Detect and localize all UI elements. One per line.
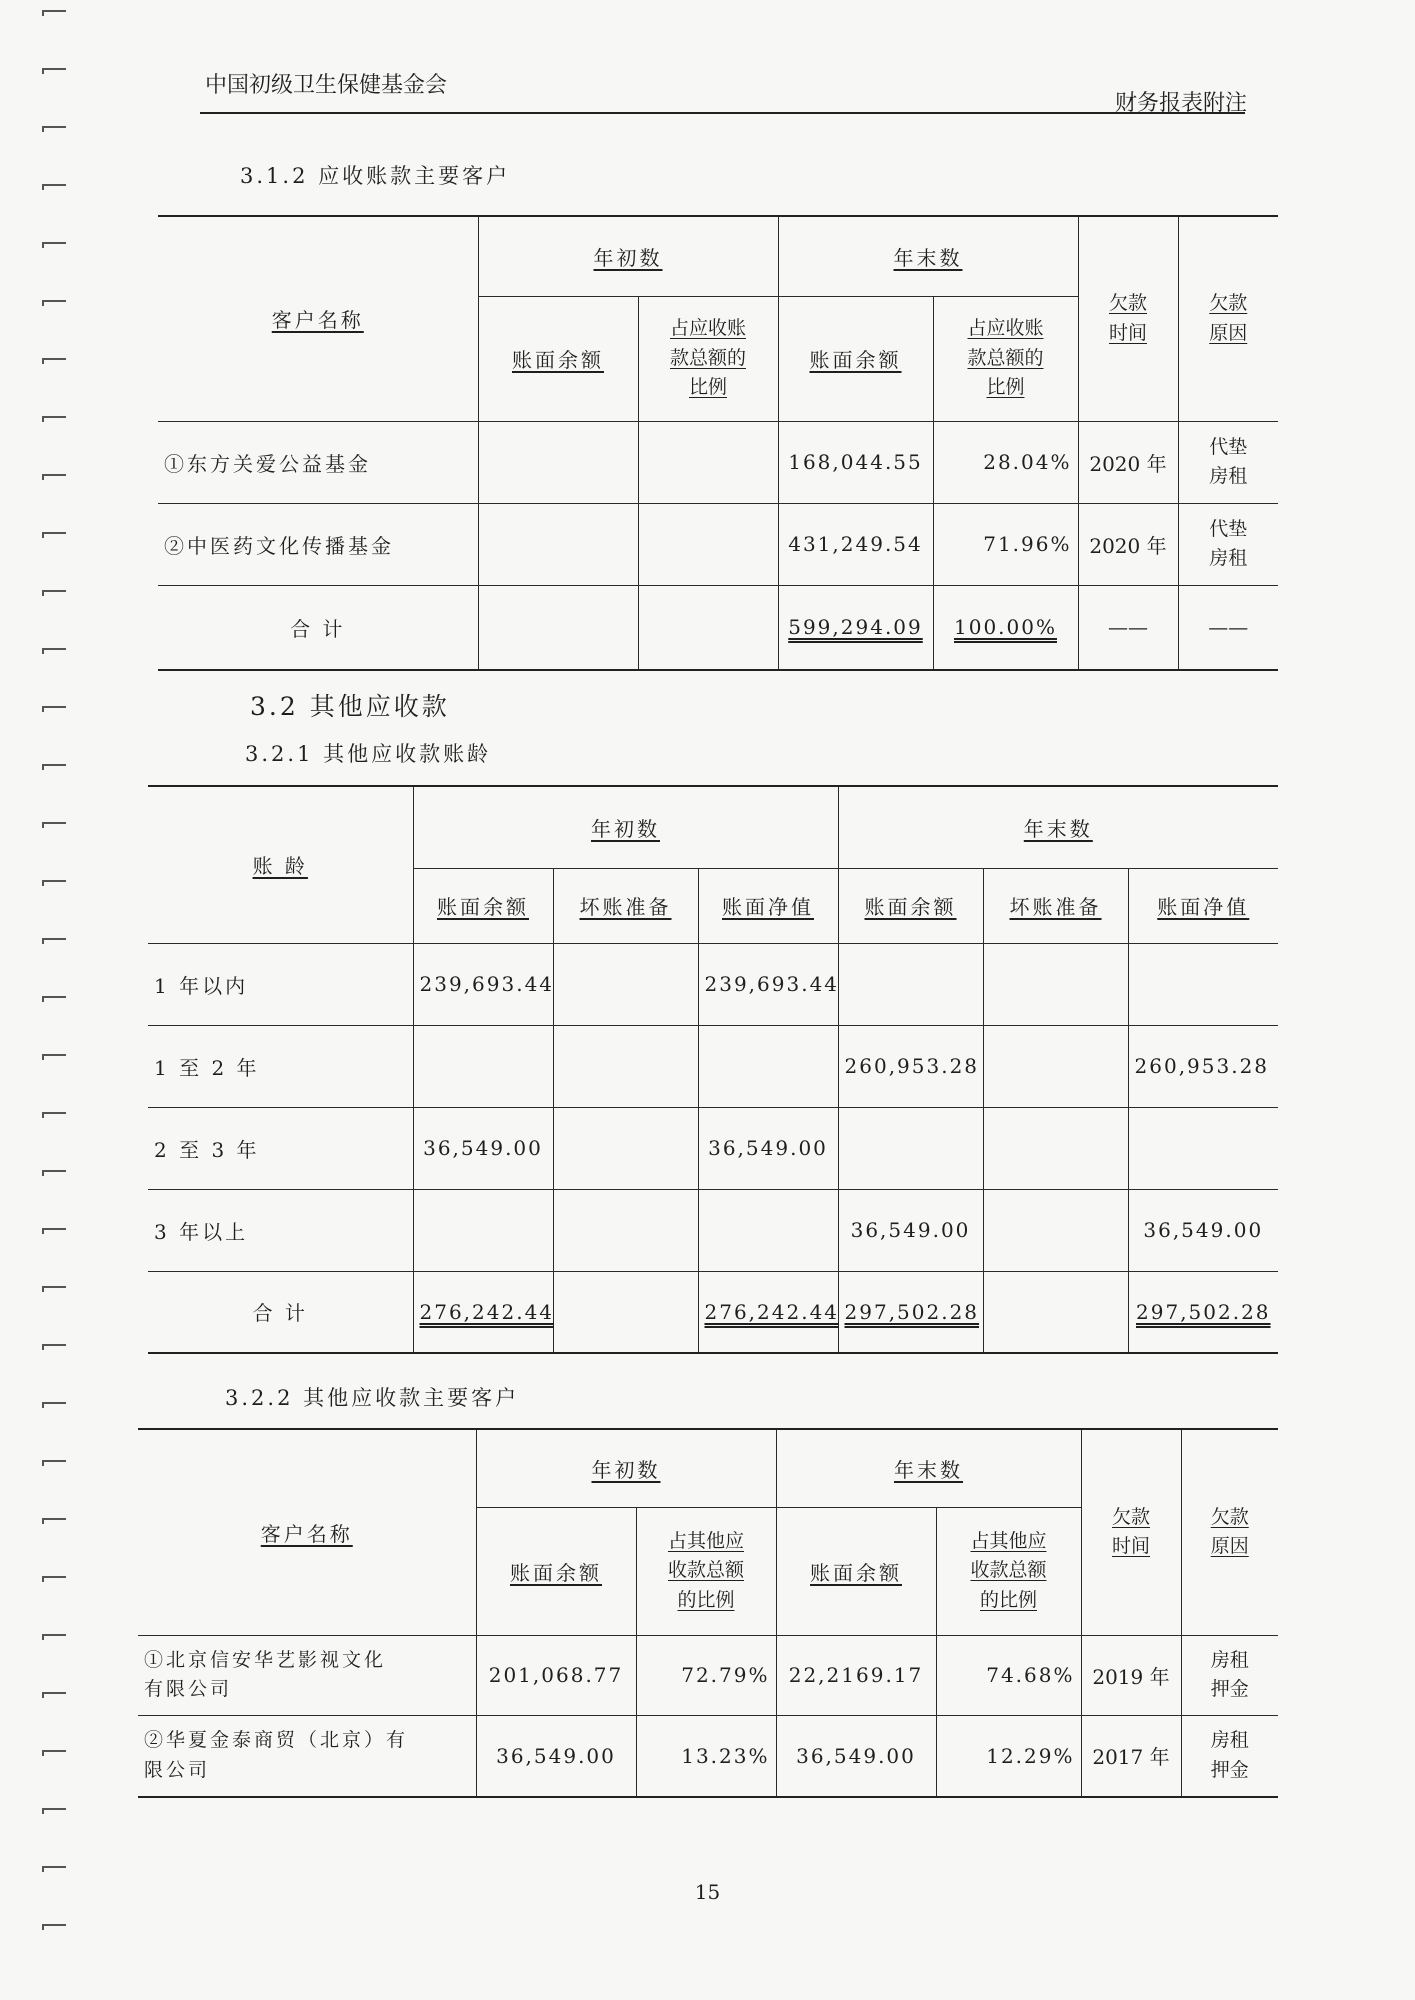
age-label: 2 至 3 年: [148, 1107, 413, 1189]
header-owe-time-2: 时间: [1108, 321, 1147, 344]
header-owe-time-1: 欠款: [1111, 1505, 1150, 1528]
header-age: 账 龄: [252, 854, 308, 879]
other-receivables-aging-table: [148, 785, 1278, 1354]
header-begin: 年初数: [593, 245, 663, 270]
header-owe-reason-2: 原因: [1210, 1535, 1249, 1558]
owe-reason-2: 押金: [1210, 1758, 1249, 1781]
header-end-net: 账面净值: [1157, 895, 1250, 919]
owe-reason-1: 房租: [1210, 1729, 1249, 1752]
begin-balance: [413, 1025, 553, 1107]
page-number: 15: [694, 1880, 721, 1904]
end-balance: 260,953.28: [838, 1025, 983, 1107]
begin-net: [698, 1189, 838, 1271]
total-end-balance: 599,294.09: [788, 615, 923, 640]
total-label: 合 计: [148, 1271, 413, 1353]
end-balance: [838, 1107, 983, 1189]
begin-balance: 201,068.77: [476, 1635, 636, 1715]
total-begin-balance: 276,242.44: [419, 1299, 555, 1324]
owe-reason-1: 代垫: [1209, 435, 1248, 458]
owe-reason-2: 房租: [1209, 465, 1248, 487]
header-begin-bad-debt: 坏账准备: [579, 895, 672, 919]
header-ratio-3: 比例: [688, 376, 727, 399]
begin-balance: [478, 421, 638, 503]
customer-name-2: 有限公司: [144, 1678, 233, 1700]
end-ratio: 74.68%: [936, 1635, 1081, 1715]
section-title-3-1-2: 3.1.2 应收账款主要客户: [240, 164, 511, 188]
header-end: 年末数: [894, 1457, 963, 1482]
total-owe-time: ——: [1078, 585, 1178, 670]
header-begin: 年初数: [591, 816, 660, 841]
header-begin-balance: 账面余额: [437, 895, 529, 919]
owe-reason-1: 代垫: [1209, 517, 1248, 540]
begin-balance: 36,549.00: [476, 1715, 636, 1797]
owe-reason-2: 房租: [1209, 547, 1248, 569]
end-balance: 431,249.54: [778, 503, 933, 585]
header-balance-end: 账面余额: [809, 348, 902, 372]
header-ratio-end-3: 比例: [986, 376, 1025, 399]
header-end-balance: 账面余额: [864, 895, 957, 919]
begin-ratio: [638, 421, 778, 503]
begin-bad-debt: [553, 943, 698, 1025]
begin-balance: [478, 503, 638, 585]
total-owe-reason: ——: [1178, 585, 1278, 670]
customer-name-1: ①北京信安华艺影视文化: [144, 1648, 387, 1671]
end-net: 260,953.28: [1128, 1025, 1278, 1107]
header-ratio-end-2: 收款总额: [970, 1559, 1047, 1582]
end-bad-debt: [983, 1107, 1128, 1189]
header-ratio-end-2: 款总额的: [967, 346, 1044, 369]
begin-net: 239,693.44: [698, 943, 838, 1025]
end-balance: [838, 943, 983, 1025]
table-row: [158, 421, 1278, 503]
table-row: [148, 1107, 1278, 1189]
header-begin: 年初数: [591, 1457, 661, 1482]
end-bad-debt: [983, 1189, 1128, 1271]
header-ratio-3: 的比例: [677, 1588, 735, 1611]
header-customer: 客户名称: [260, 1521, 353, 1546]
end-bad-debt: [983, 943, 1128, 1025]
header-ratio-1: 占其他应: [667, 1529, 744, 1552]
begin-bad-debt: [553, 1107, 698, 1189]
end-ratio: 71.96%: [933, 503, 1078, 585]
table-row: [148, 1189, 1278, 1271]
receivables-customers-table: [158, 215, 1278, 671]
end-balance: 36,549.00: [838, 1189, 983, 1271]
end-net: [1128, 943, 1278, 1025]
total-label: 合 计: [158, 585, 478, 670]
header-end-bad-debt: 坏账准备: [1009, 895, 1102, 919]
begin-balance: [413, 1189, 553, 1271]
header-owe-reason-1: 欠款: [1209, 292, 1248, 315]
total-row: [148, 1271, 1278, 1353]
header-ratio-2: 收款总额: [667, 1559, 744, 1582]
age-label: 1 年以内: [148, 943, 413, 1025]
header-owe-reason-1: 欠款: [1210, 1505, 1249, 1528]
doc-title: 财务报表附注: [1114, 91, 1247, 116]
table-row: [138, 1715, 1278, 1797]
table-row: [158, 503, 1278, 585]
end-net: 36,549.00: [1128, 1189, 1278, 1271]
owe-time: 2020 年: [1078, 503, 1178, 585]
header-ratio-end-1: 占应收账: [967, 317, 1044, 340]
header-ratio-2: 款总额的: [669, 346, 746, 369]
total-row: [158, 585, 1278, 670]
owe-reason-2: 押金: [1210, 1678, 1249, 1700]
header-balance-end: 账面余额: [810, 1560, 902, 1585]
other-receivables-customers-table: [138, 1428, 1278, 1798]
begin-ratio: 13.23%: [636, 1715, 776, 1797]
end-ratio: 28.04%: [933, 421, 1078, 503]
begin-net: 36,549.00: [698, 1107, 838, 1189]
table-row: [138, 1635, 1278, 1715]
binding-marks: [38, 0, 68, 2000]
owe-time: 2017 年: [1081, 1715, 1181, 1797]
end-balance: 36,549.00: [776, 1715, 936, 1797]
header-end: 年末数: [893, 245, 963, 270]
header-ratio-end-1: 占其他应: [970, 1529, 1047, 1552]
customer-name-1: ②华夏金泰商贸（北京）有: [144, 1729, 409, 1752]
total-end-balance: 297,502.28: [844, 1299, 980, 1324]
header-owe-time-1: 欠款: [1108, 292, 1147, 315]
header-end: 年末数: [1023, 816, 1093, 841]
header-balance: 账面余额: [510, 1560, 602, 1585]
begin-balance: 239,693.44: [413, 943, 553, 1025]
begin-bad-debt: [553, 1025, 698, 1107]
age-label: 3 年以上: [148, 1189, 413, 1271]
owe-time: 2020 年: [1078, 421, 1178, 503]
section-title-3-2: 3.2 其他应收款: [250, 692, 450, 721]
begin-bad-debt: [553, 1189, 698, 1271]
total-begin-net: 276,242.44: [704, 1299, 840, 1324]
header-ratio-end-3: 的比例: [979, 1588, 1037, 1611]
table-row: [148, 943, 1278, 1025]
section-title-3-2-2: 3.2.2 其他应收款主要客户: [225, 1386, 520, 1410]
customer-name-2: 限公司: [144, 1758, 211, 1781]
header-owe-time-2: 时间: [1111, 1535, 1150, 1558]
end-balance: 22,2169.17: [776, 1635, 936, 1715]
total-end-ratio: 100.00%: [954, 615, 1057, 640]
customer-name: ②中医药文化传播基金: [158, 503, 478, 585]
owe-reason-1: 房租: [1210, 1648, 1249, 1671]
age-label: 1 至 2 年: [148, 1025, 413, 1107]
end-net: [1128, 1107, 1278, 1189]
begin-balance: 36,549.00: [413, 1107, 553, 1189]
customer-name: ①东方关爱公益基金: [158, 421, 478, 503]
begin-ratio: [638, 503, 778, 585]
begin-ratio: 72.79%: [636, 1635, 776, 1715]
header-ratio-1: 占应收账: [669, 317, 746, 340]
section-title-3-2-1: 3.2.1 其他应收款账龄: [245, 742, 492, 766]
header-rule: [200, 112, 1245, 114]
end-balance: 168,044.55: [778, 421, 933, 503]
owe-time: 2019 年: [1081, 1635, 1181, 1715]
header-owe-reason-2: 原因: [1209, 321, 1248, 344]
begin-net: [698, 1025, 838, 1107]
org-name: 中国初级卫生保健基金会: [205, 73, 448, 98]
end-bad-debt: [983, 1025, 1128, 1107]
header-begin-net: 账面净值: [722, 895, 814, 919]
header-customer: 客户名称: [271, 308, 364, 333]
table-row: [148, 1025, 1278, 1107]
header-balance: 账面余额: [512, 348, 604, 372]
end-ratio: 12.29%: [936, 1715, 1081, 1797]
total-end-net: 297,502.28: [1136, 1299, 1271, 1324]
